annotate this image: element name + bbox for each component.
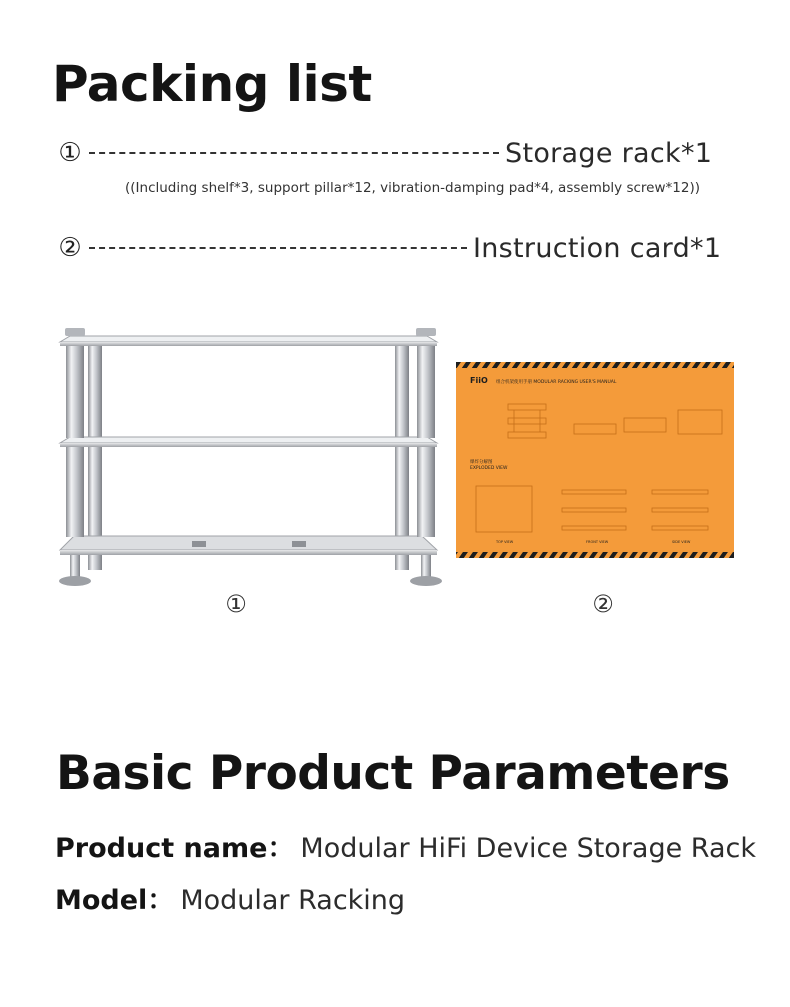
dashed-leader <box>89 247 467 249</box>
param-value: Modular HiFi Device Storage Rack <box>300 833 756 864</box>
instruction-card-illustration <box>456 362 734 558</box>
item-number: ① <box>58 138 82 168</box>
parameters-title: Basic Product Parameters <box>56 746 730 801</box>
item-label: Instruction card*1 <box>473 232 722 264</box>
rack-caption: ① <box>225 590 247 618</box>
card-caption: ② <box>592 590 614 618</box>
packing-list-title: Packing list <box>52 55 372 113</box>
item-number: ② <box>58 233 82 263</box>
card-view-label-front: FRONT VIEW <box>586 540 609 544</box>
card-brand-logo: FiiO <box>470 376 488 385</box>
dashed-leader <box>89 152 499 154</box>
param-row-model <box>55 878 405 917</box>
card-exploded-label-en: EXPLODED VIEW <box>470 466 508 471</box>
param-value: Modular Racking <box>180 885 406 916</box>
card-header: 组合机架使用手册 MODULAR RACKING USER'S MANUAL <box>496 380 617 385</box>
param-row-product-name <box>55 826 756 865</box>
item-label: Storage rack*1 <box>505 137 713 169</box>
storage-rack-illustration <box>52 322 452 597</box>
card-view-label-side: SIDE VIEW <box>672 540 691 544</box>
item-note: ((Including shelf*3, support pillar*12, vibration-damping pad*4, assembly screw*12)) <box>125 180 700 196</box>
card-exploded-label: 爆炸分解图 <box>470 460 493 465</box>
param-label: Product name： <box>55 833 295 864</box>
packing-item-storage-rack <box>53 133 743 173</box>
card-view-label-top: TOP VIEW <box>496 540 514 544</box>
packing-item-instruction-card <box>53 228 743 268</box>
param-label: Model： <box>55 885 175 916</box>
